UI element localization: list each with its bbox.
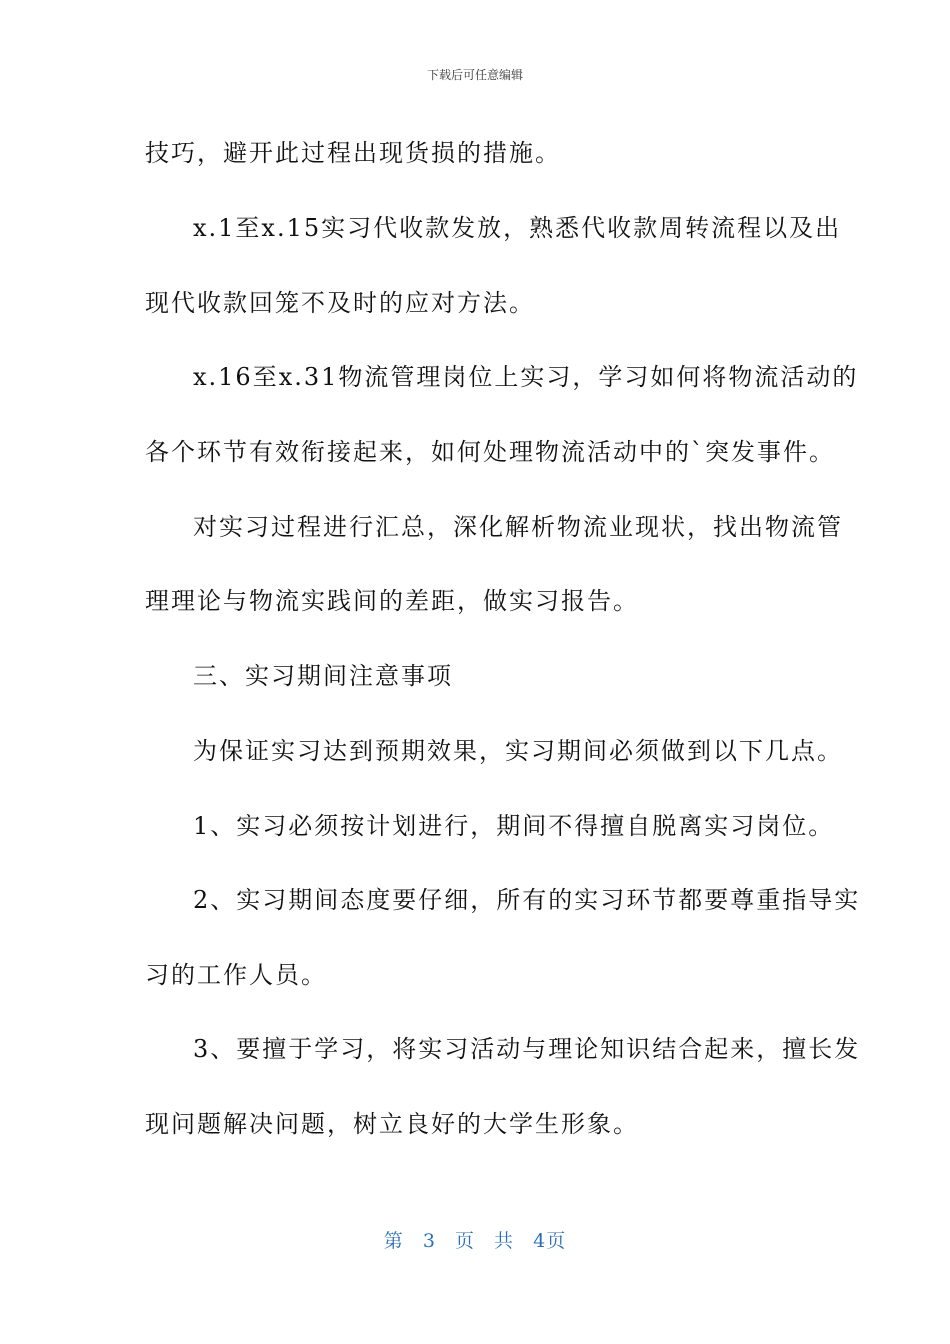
body-line: 为保证实习达到预期效果，实习期间必须做到以下几点。 xyxy=(193,737,843,765)
page-footer xyxy=(0,1226,950,1253)
page-header: 下载后可任意编辑 xyxy=(426,68,523,82)
list-item: 1、实习必须按计划进行，期间不得擅自脱离实习岗位。 xyxy=(193,812,835,840)
page-label-pre: 第 xyxy=(383,1230,404,1252)
body-line: 习的工作人员。 xyxy=(145,961,327,989)
list-item: 3、要擅于学习，将实习活动与理论知识结合起来，擅长发 xyxy=(193,1035,861,1063)
section-heading: 三、实习期间注意事项 xyxy=(193,662,453,690)
total-label: 共 xyxy=(494,1230,515,1252)
page-label-mid: 页 xyxy=(454,1230,475,1252)
body-line: 技巧，避开此过程出现货损的措施。 xyxy=(145,139,561,167)
total-pages: 4页 xyxy=(533,1230,567,1252)
page-number: 3 xyxy=(422,1230,436,1252)
body-line: x.1至x.15实习代收款发放，熟悉代收款周转流程以及出 xyxy=(193,214,842,242)
body-line: 对实习过程进行汇总，深化解析物流业现状，找出物流管 xyxy=(193,513,843,541)
body-line: 现代收款回笼不及时的应对方法。 xyxy=(145,289,535,317)
body-line: 各个环节有效衔接起来，如何处理物流活动中的`突发事件。 xyxy=(145,438,835,466)
body-line: x.16至x.31物流管理岗位上实习，学习如何将物流活动的 xyxy=(193,363,859,391)
list-item: 2、实习期间态度要仔细，所有的实习环节都要尊重指导实 xyxy=(193,886,861,914)
body-line: 理理论与物流实践间的差距，做实习报告。 xyxy=(145,587,639,615)
body-line: 现问题解决问题，树立良好的大学生形象。 xyxy=(145,1110,639,1138)
